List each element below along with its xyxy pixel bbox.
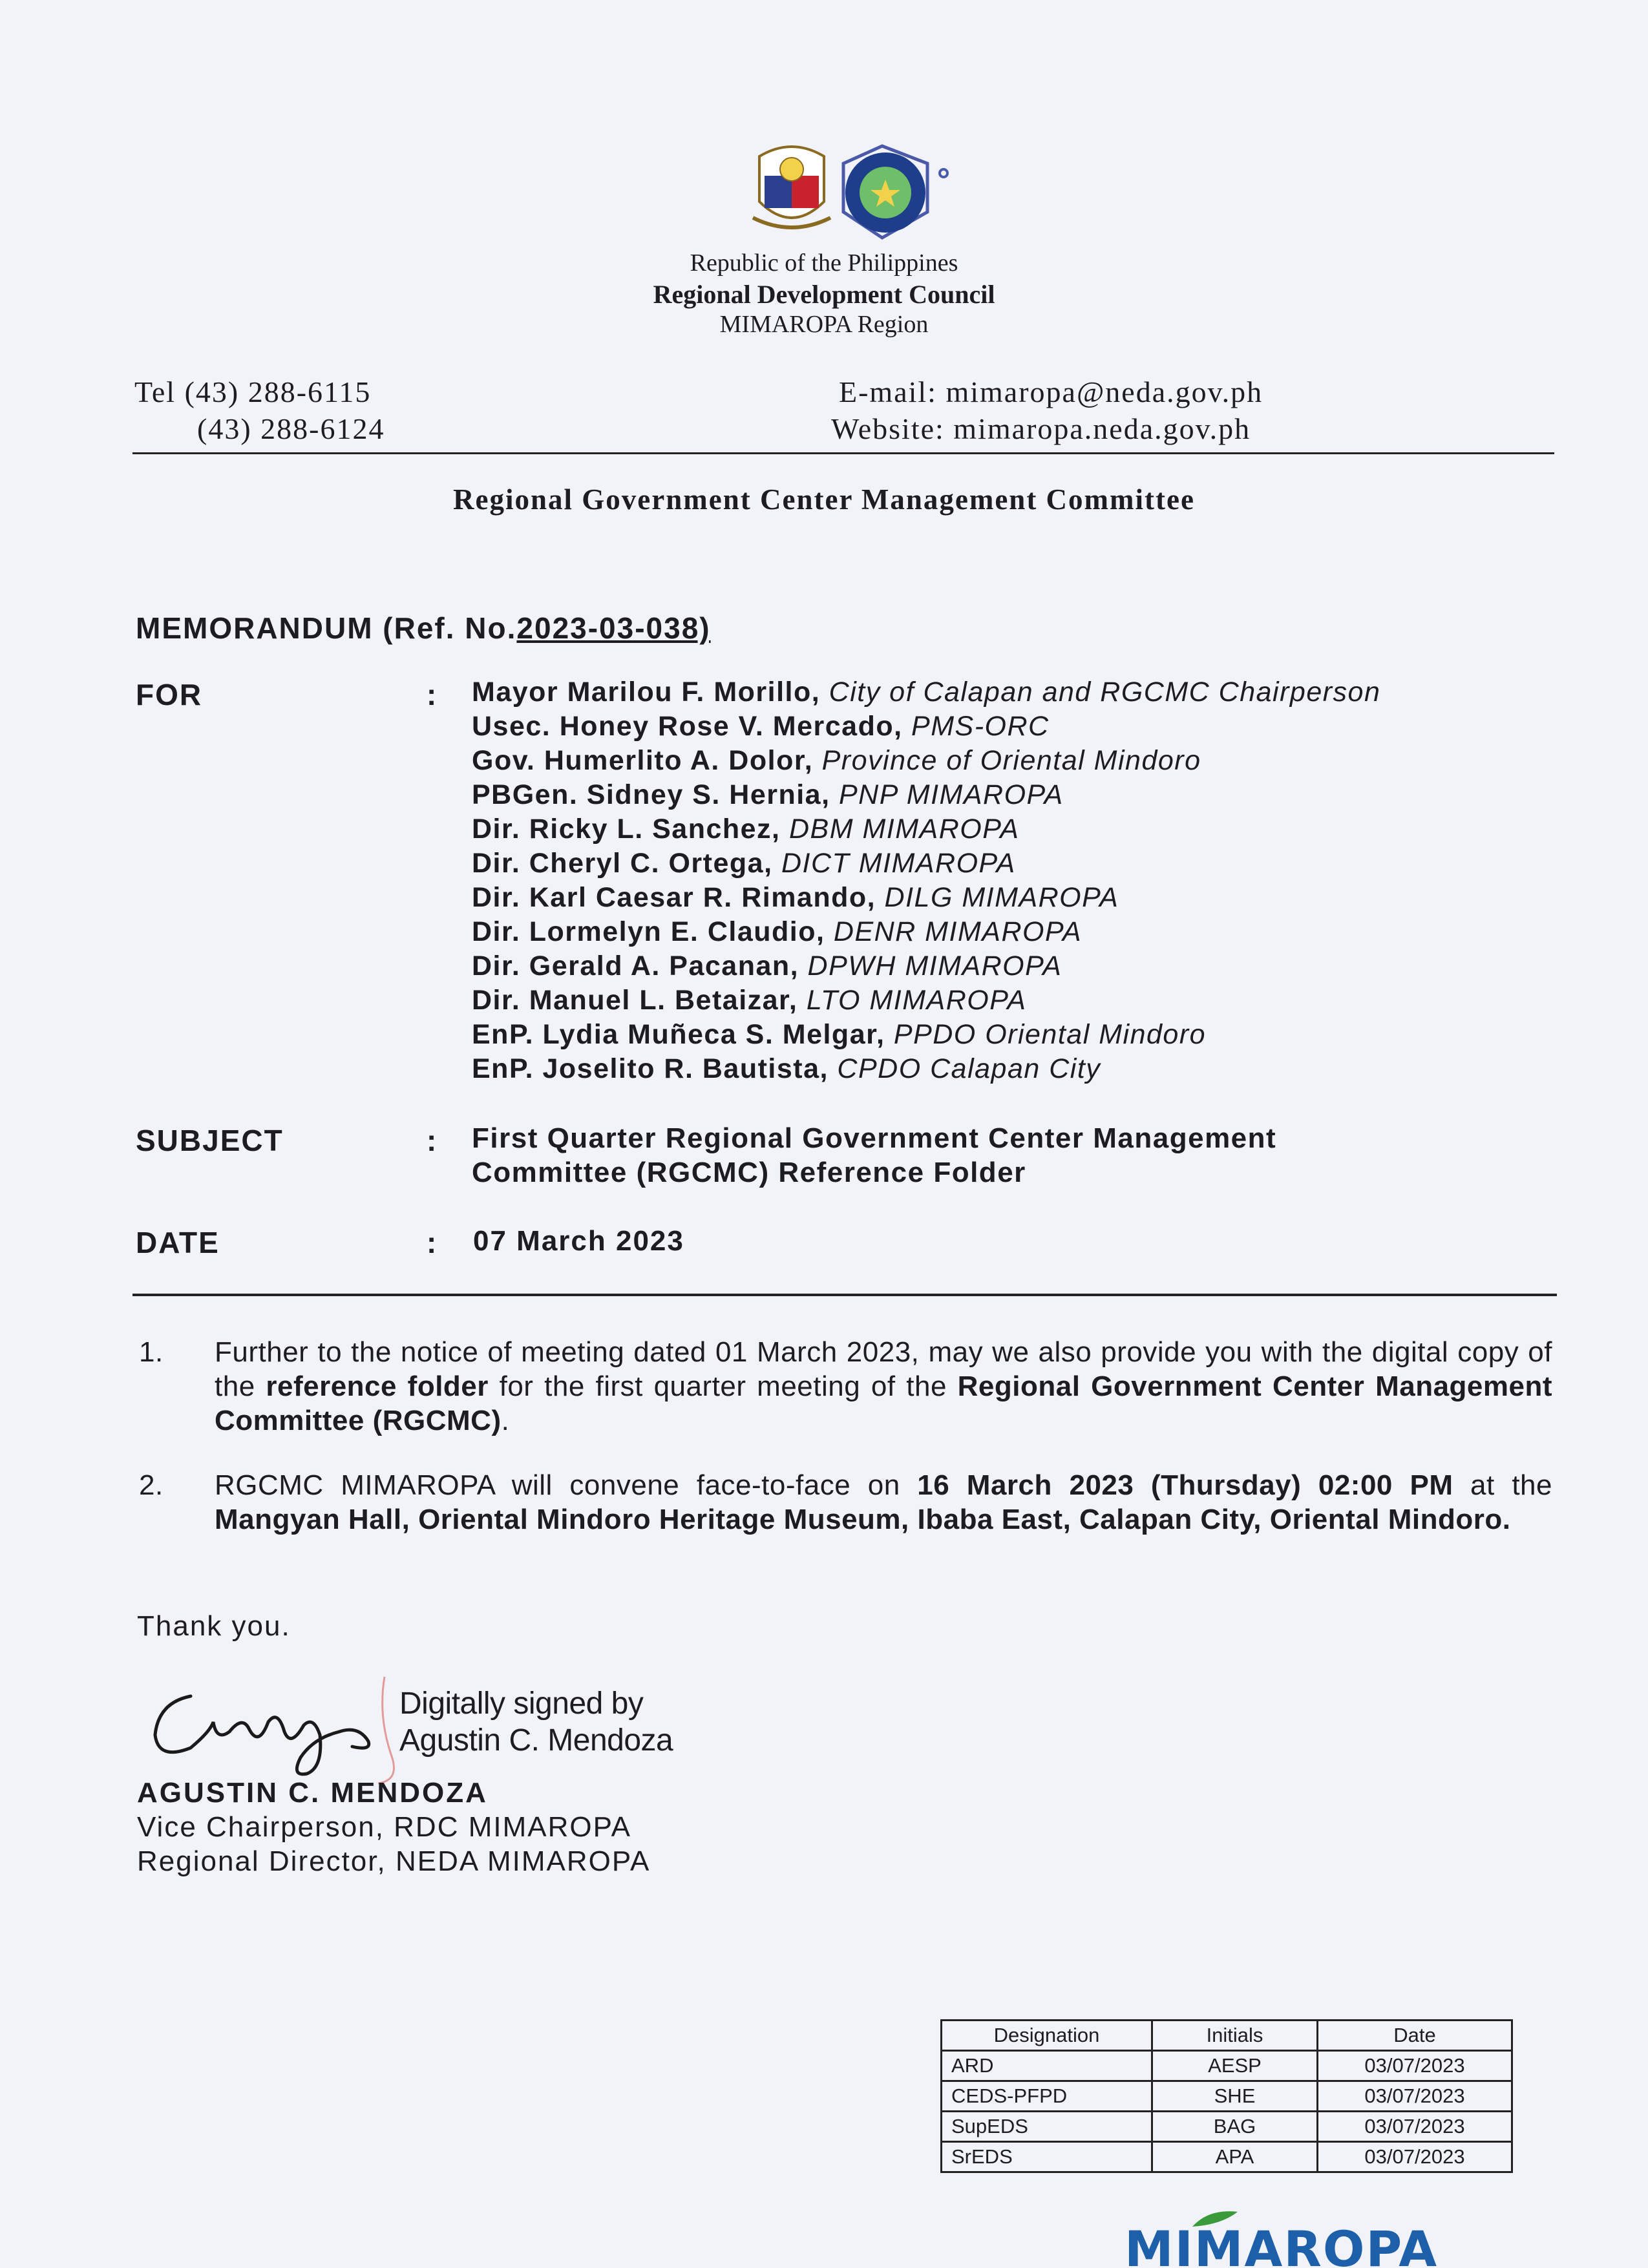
recipient: Dir. Cheryl C. Ortega, DICT MIMAROPA (472, 848, 1016, 879)
table-row (942, 2112, 1512, 2142)
recipient: Dir. Lormelyn E. Claudio, DENR MIMAROPA (472, 916, 1083, 947)
signatory-name: AGUSTIN C. MENDOZA (137, 1777, 488, 1809)
recipient: EnP. Joselito R. Bautista, CPDO Calapan City (472, 1053, 1101, 1084)
cell-date: 03/07/2023 (1318, 2081, 1512, 2112)
table-row (942, 2081, 1512, 2112)
recipient: Dir. Karl Caesar R. Rimando, DILG MIMAROPA (472, 882, 1119, 913)
tel-number-1: Tel (43) 288-6115 (134, 375, 372, 408)
cell-date: 03/07/2023 (1318, 2112, 1512, 2142)
rdc-seal-icon (837, 141, 966, 244)
cell-designation: SrEDS (942, 2142, 1152, 2172)
memo-title (136, 611, 711, 646)
letterhead-council: Regional Development Council (653, 280, 995, 309)
letterhead-country: Republic of the Philippines (690, 249, 958, 277)
recipient: Mayor Marilou F. Morillo, City of Calapan and RGCMC Chairperson (472, 677, 1381, 708)
recipient: Gov. Humerlito A. Dolor, Province of Oriental Mindoro (472, 745, 1201, 776)
recipient: Dir. Manuel L. Betaizar, LTO MIMAROPA (472, 985, 1027, 1016)
subject-colon: : (427, 1124, 437, 1157)
cell-designation: CEDS-PFPD (942, 2081, 1152, 2112)
signatory-title-1: Vice Chairperson, RDC MIMAROPA (137, 1811, 632, 1843)
subject-line-2: Committee (RGCMC) Reference Folder (472, 1157, 1026, 1188)
footer-logo-text: MIMAROPA (1125, 2220, 1439, 2268)
paragraph-1-number: 1. (139, 1336, 164, 1368)
recipient: PBGen. Sidney S. Hernia, PNP MIMAROPA (472, 779, 1064, 810)
memo-ref-no: 2023-03-038) (516, 611, 711, 645)
header-designation: Designation (942, 2021, 1152, 2051)
memo-title-prefix: MEMORANDUM (Ref. No. (136, 611, 517, 645)
table-row (942, 2051, 1512, 2081)
letterhead-region: MIMAROPA Region (719, 311, 929, 338)
philippine-seal-icon (746, 137, 837, 240)
recipient: Usec. Honey Rose V. Mercado, PMS-ORC (472, 711, 1050, 742)
subject-line-1: First Quarter Regional Government Center Management (472, 1122, 1277, 1154)
paragraph-1: Further to the notice of meeting dated 01 March 2023, may we also provide you with the digital copy of the reference folder for the first quarter meeting of the Regional Government Center Management Committee (RGCMC). (215, 1336, 1553, 1436)
table-row (942, 2142, 1512, 2172)
header-date: Date (1318, 2021, 1512, 2051)
cell-initials: APA (1152, 2142, 1318, 2172)
signature-red-mark (378, 1677, 394, 1783)
for-colon: : (427, 678, 437, 711)
date-colon: : (427, 1226, 437, 1259)
memo-date: 07 March 2023 (473, 1225, 684, 1257)
email-address: E-mail: mimaropa@neda.gov.ph (839, 375, 1263, 408)
cell-date: 03/07/2023 (1318, 2051, 1512, 2081)
mimaropa-logo (1112, 2209, 1448, 2268)
cell-initials: SHE (1152, 2081, 1318, 2112)
handwritten-signature (145, 1670, 417, 1787)
for-label: FOR (136, 678, 203, 711)
initials-table (940, 2019, 1513, 2173)
initials-table-header (942, 2021, 1512, 2051)
date-label: DATE (136, 1226, 220, 1259)
subject-text (472, 1121, 1276, 1190)
header-initials: Initials (1152, 2021, 1318, 2051)
tel-number-2: (43) 288-6124 (197, 412, 385, 445)
website-address: Website: mimaropa.neda.gov.ph (831, 412, 1251, 445)
digital-signature-note (399, 1685, 673, 1759)
cell-initials: AESP (1152, 2051, 1318, 2081)
recipient: Dir. Ricky L. Sanchez, DBM MIMAROPA (472, 814, 1020, 845)
committee-heading: Regional Government Center Management Committee (453, 483, 1195, 516)
paragraph-2-number: 2. (139, 1469, 164, 1501)
cell-designation: ARD (942, 2051, 1152, 2081)
cell-designation: SupEDS (942, 2112, 1152, 2142)
header-divider (132, 452, 1554, 454)
recipient: EnP. Lydia Muñeca S. Melgar, PPDO Oriental Mindoro (472, 1019, 1207, 1050)
cell-initials: BAG (1152, 2112, 1318, 2142)
paragraph-2: RGCMC MIMAROPA will convene face-to-face on 16 March 2023 (Thursday) 02:00 PM at the Mangyan Hall, Oriental Mindoro Heritage Museum, Ibaba East, Calapan City, Oriental Mindoro. (215, 1469, 1552, 1535)
signatory-title-2: Regional Director, NEDA MIMAROPA (137, 1845, 651, 1877)
digital-signature-line-2: Agustin C. Mendoza (399, 1723, 673, 1758)
cell-date: 03/07/2023 (1318, 2142, 1512, 2172)
recipient: Dir. Gerald A. Pacanan, DPWH MIMAROPA (472, 950, 1062, 982)
digital-signature-line-1: Digitally signed by (399, 1686, 644, 1721)
signatory-block (137, 1776, 650, 1878)
signature-stroke (155, 1696, 369, 1774)
subject-label: SUBJECT (136, 1124, 284, 1157)
closing-text: Thank you. (137, 1610, 291, 1642)
recipient-list (472, 675, 1380, 1086)
memo-header-divider (132, 1294, 1557, 1296)
